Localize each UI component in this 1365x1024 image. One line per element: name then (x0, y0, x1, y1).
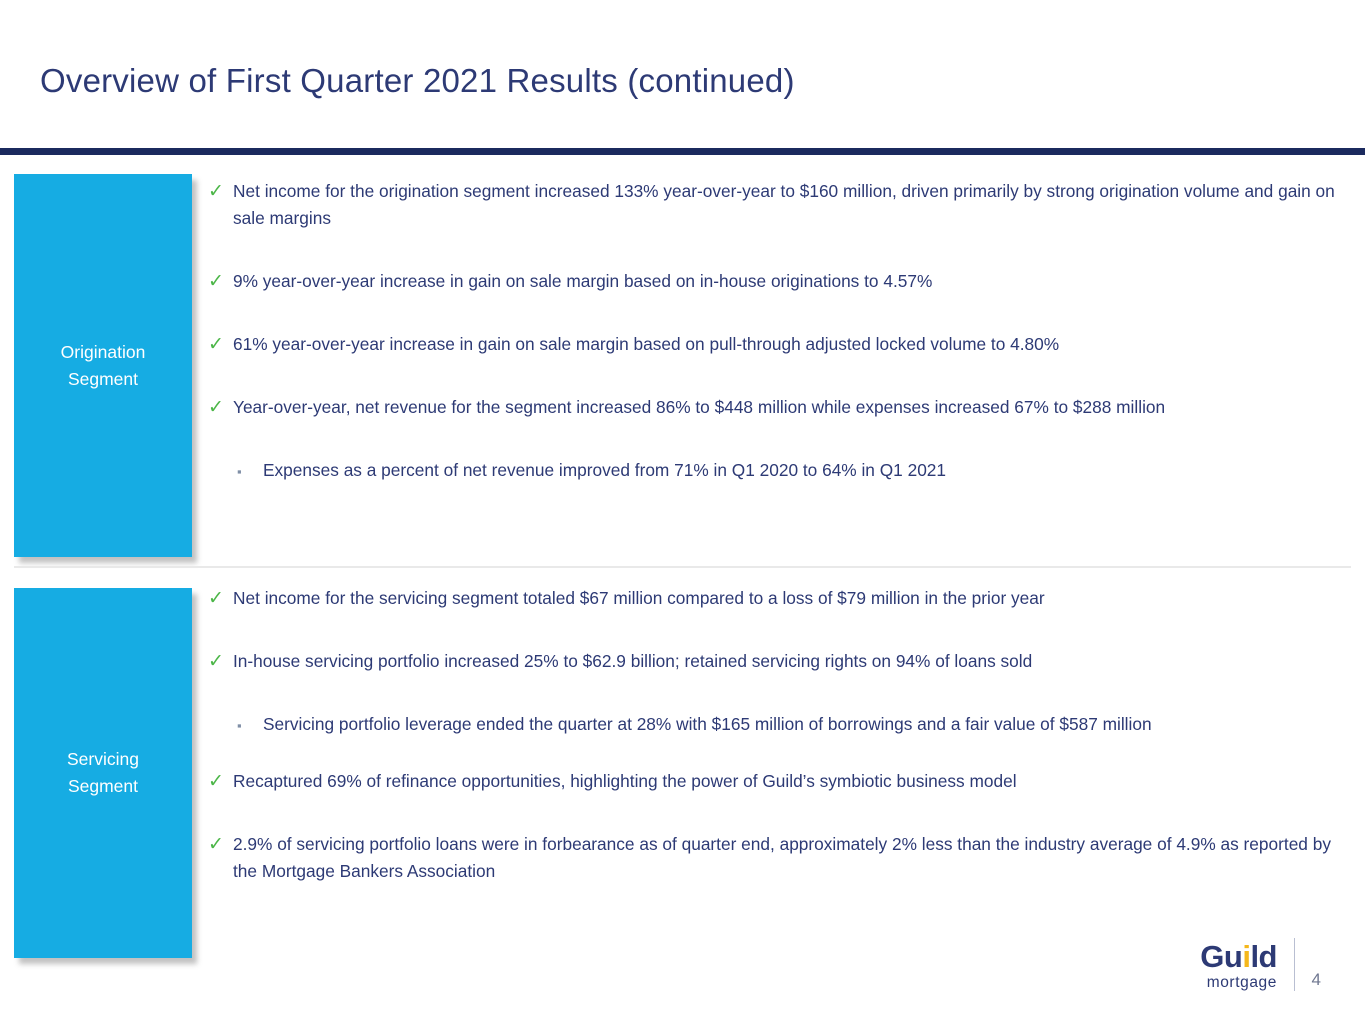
page-number: 4 (1311, 970, 1321, 989)
bullet-text: 9% year-over-year increase in gain on sale margin based on in-house originations to 4.57% (233, 271, 933, 291)
square-bullet-icon: ▪ (237, 718, 242, 733)
section-label-text (61, 339, 146, 393)
logo-separator (1294, 938, 1295, 991)
check-icon: ✓ (208, 834, 224, 855)
section-label-servicing (14, 588, 192, 958)
check-icon: ✓ (208, 334, 224, 355)
logo-name-part2: i (1242, 938, 1251, 974)
bullet-item (205, 268, 1345, 295)
section-label-line1: Servicing (67, 749, 139, 769)
bullet-item (205, 831, 1345, 885)
bullet-item (205, 585, 1345, 612)
check-icon: ✓ (208, 397, 224, 418)
bullet-item (205, 394, 1345, 421)
bullet-item (205, 178, 1345, 232)
check-icon: ✓ (208, 181, 224, 202)
section-label-line2: Segment (67, 776, 139, 796)
bullet-text: Servicing portfolio leverage ended the quarter at 28% with $165 million of borrowings and a fair value of $587 million (263, 714, 1152, 734)
title-divider (0, 148, 1365, 155)
section-label-origination (14, 174, 192, 557)
logo-wordmark (1200, 938, 1277, 974)
check-icon: ✓ (208, 771, 224, 792)
bullet-item-sub (205, 711, 1345, 738)
bullet-text: 2.9% of servicing portfolio loans were in forbearance as of quarter end, approximately 2% less than the industry average of 4.9% as reported by the Mortgage Bankers Association (233, 834, 1331, 881)
logo-name-part3: ld (1250, 938, 1277, 974)
bullet-text: Net income for the servicing segment totaled $67 million compared to a loss of $79 million in the prior year (233, 588, 1045, 608)
bullet-text: Recaptured 69% of refinance opportunities, highlighting the power of Guild’s symbiotic business model (233, 771, 1017, 791)
section-divider (14, 566, 1351, 568)
section-label-text (67, 746, 139, 800)
section-label-line2: Segment (67, 368, 139, 389)
bullet-item (205, 768, 1345, 795)
bullet-item (205, 331, 1345, 358)
section-label-line1: Origination (60, 341, 146, 362)
bullet-item-sub (205, 457, 1345, 484)
bullet-item (205, 648, 1345, 675)
bullet-list-origination (205, 178, 1345, 514)
bullet-text: Expenses as a percent of net revenue improved from 71% in Q1 2020 to 64% in Q1 2021 (263, 460, 947, 480)
bullet-text: Year-over-year, net revenue for the segment increased 86% to $448 million while expenses increased 67% to $288 million (233, 397, 1166, 417)
square-bullet-icon: ▪ (237, 464, 242, 479)
logo-name-part1: Gu (1200, 938, 1243, 974)
bullet-text: 61% year-over-year increase in gain on sale margin based on pull-through adjusted locked volume to 4.80% (233, 334, 1060, 354)
check-icon: ✓ (208, 588, 224, 609)
logo-tagline: mortgage (1206, 973, 1277, 991)
page-title: Overview of First Quarter 2021 Results (continued) (40, 62, 795, 99)
check-icon: ✓ (208, 271, 224, 292)
check-icon: ✓ (208, 651, 224, 672)
bullet-text: Net income for the origination segment increased 133% year-over-year to $160 million, driven primarily by strong origination volume and gain on sale margins (233, 181, 1335, 228)
bullet-list-servicing (205, 585, 1345, 885)
bullet-text: In-house servicing portfolio increased 25% to $62.9 billion; retained servicing rights on 94% of loans sold (233, 651, 1033, 671)
guild-mortgage-logo (1200, 938, 1277, 991)
